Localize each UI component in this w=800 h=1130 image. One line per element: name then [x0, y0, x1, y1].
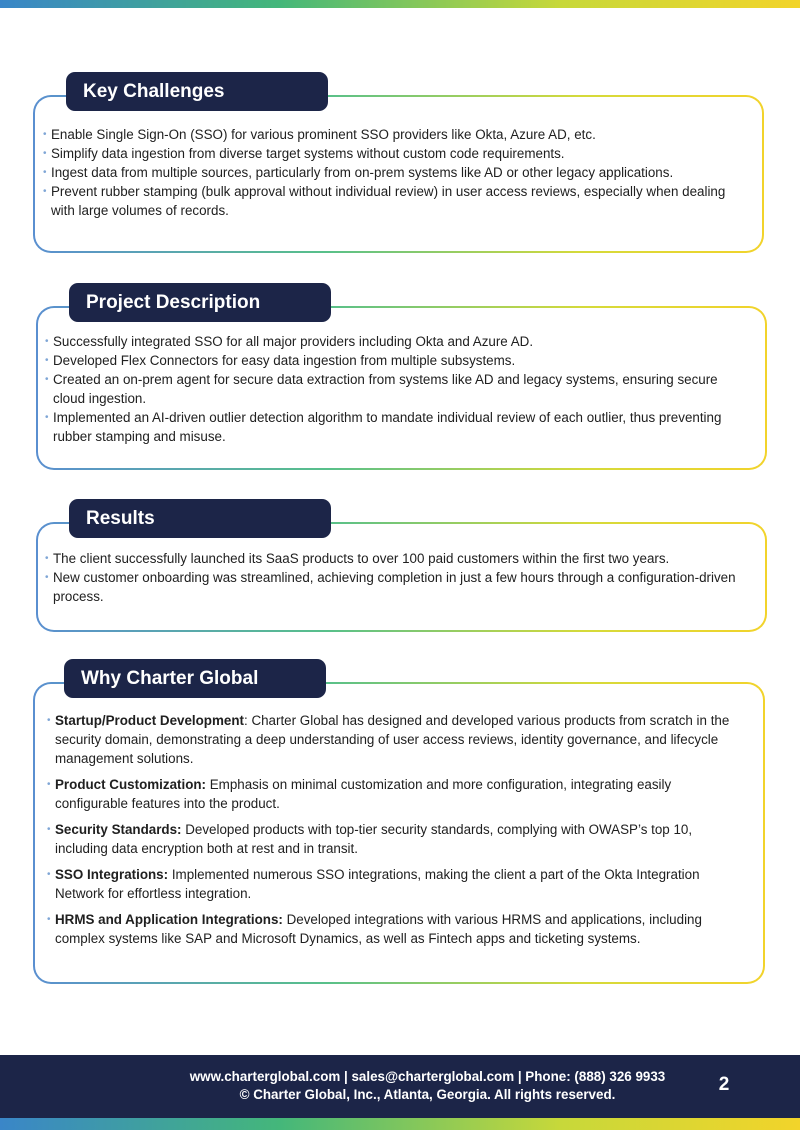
list-item: • Prevent rubber stamping (bulk approval without individual review) in user access reviews, especially when dealing with large volumes of records. [43, 182, 743, 220]
footer-copyright: © Charter Global, Inc., Atlanta, Georgia. All rights reserved. [239, 1087, 616, 1102]
top-gradient-bar [0, 0, 800, 8]
key-challenges-heading: Key Challenges [66, 72, 328, 111]
list-item [47, 711, 737, 768]
item-text: Implemented numerous SSO integrations, making the client a part of the Okta Integration Network for effortless integration. [55, 867, 700, 901]
list-item: • New customer onboarding was streamlined, achieving completion in just a few hours through a configuration-driven process. [45, 568, 745, 606]
list-item: • Ingest data from multiple sources, particularly from on-prem systems like AD or other legacy applications. [43, 163, 743, 182]
item-text: Emphasis on minimal customization and more configuration, integrating easily configurable features into the product. [55, 777, 672, 811]
item-label: HRMS and Application Integrations: [55, 912, 283, 927]
item-text: Developed products with top-tier security standards, complying with OWASP’s top 10, including data encryption both at rest and in transit. [55, 822, 693, 856]
list-item: • Simplify data ingestion from diverse target systems without custom code requirements. [43, 144, 743, 163]
list-item: • Developed Flex Connectors for easy data ingestion from multiple subsystems. [45, 351, 745, 370]
list-item: • Enable Single Sign-On (SSO) for various prominent SSO providers like Okta, Azure AD, etc. [43, 125, 743, 144]
footer-contact: www.charterglobal.com | sales@charterglobal.com | Phone: (888) 326 9933 [189, 1069, 666, 1084]
list-item: • Successfully integrated SSO for all major providers including Okta and Azure AD. [45, 332, 745, 351]
list-item: • Created an on-prem agent for secure data extraction from systems like AD and legacy systems, ensuring secure cloud ingestion. [45, 370, 745, 408]
project-description-heading: Project Description [69, 283, 331, 322]
bottom-gradient-bar [0, 1118, 800, 1130]
item-label: Security Standards: [55, 822, 182, 837]
footer [0, 1055, 800, 1118]
list-item: • The client successfully launched its SaaS products to over 100 paid customers within the first two years. [45, 549, 745, 568]
item-label: Startup/Product Development [55, 713, 244, 728]
why-charter-global-list [47, 711, 737, 955]
item-label: Product Customization: [55, 777, 207, 792]
list-item [47, 865, 737, 903]
list-item [47, 910, 737, 948]
list-item [47, 775, 737, 813]
results-list [45, 549, 745, 606]
results-heading: Results [69, 499, 331, 538]
page-number: 2 [718, 1074, 730, 1095]
project-description-list [45, 332, 745, 446]
item-label: SSO Integrations: [55, 867, 169, 882]
list-item [47, 820, 737, 858]
item-text: Developed integrations with various HRMS and applications, including complex systems like SAP and Microsoft Dynamics, as well as Fintech apps and ticketing systems. [55, 912, 702, 946]
why-charter-global-heading: Why Charter Global [64, 659, 326, 698]
item-separator: : [243, 713, 248, 728]
list-item: • Implemented an AI-driven outlier detection algorithm to mandate individual review of each outlier, thus preventing rubber stamping and misuse. [45, 408, 745, 446]
item-text: Charter Global has designed and developed various products from scratch in the security domain, demonstrating a deep understanding of user access reviews, identity governance, and lifecycle management solutions. [55, 713, 730, 766]
key-challenges-list [43, 125, 743, 220]
